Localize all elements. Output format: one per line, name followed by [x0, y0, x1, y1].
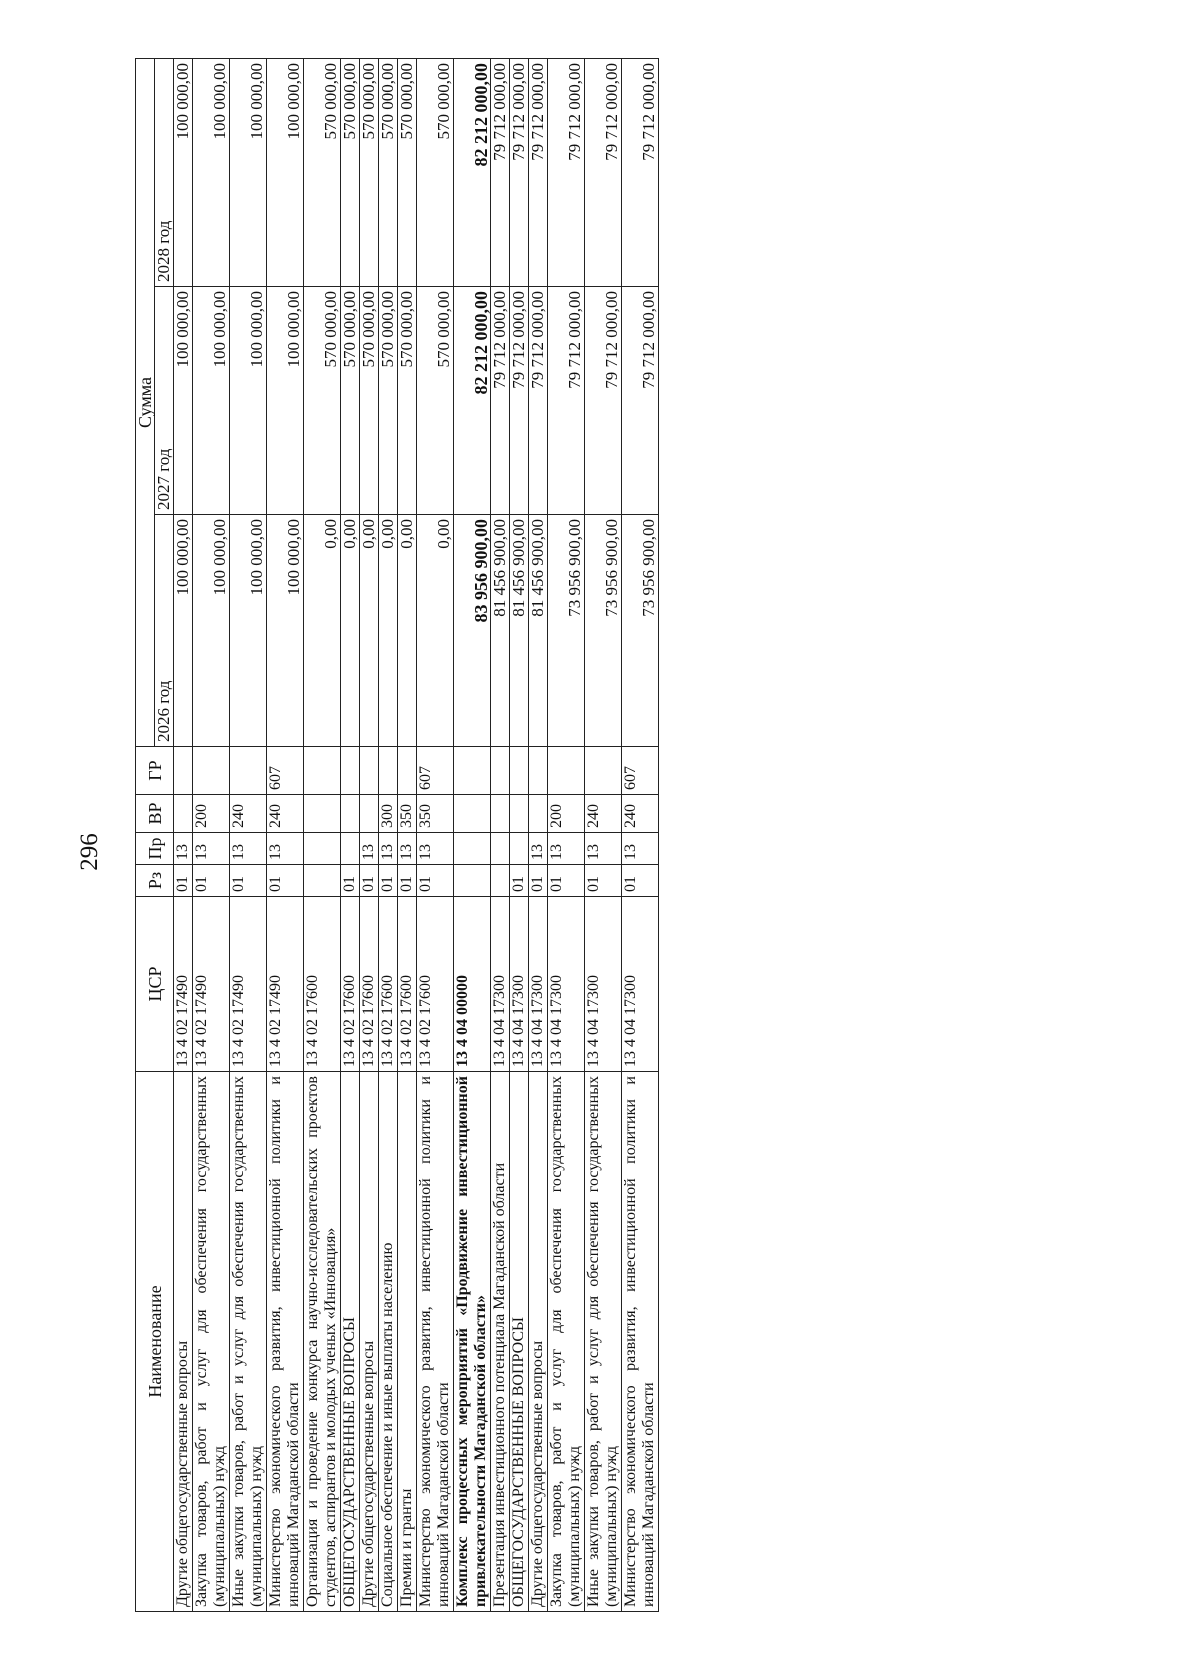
cell-csr: 13 4 02 17600 — [360, 897, 379, 1072]
cell-2026: 0,00 — [304, 515, 341, 747]
cell-2026: 0,00 — [360, 515, 379, 747]
budget-table — [135, 58, 659, 1612]
cell-pr — [510, 833, 529, 865]
cell-rz — [491, 865, 510, 897]
cell-csr: 13 4 02 17490 — [193, 897, 230, 1072]
cell-gr — [548, 747, 585, 795]
cell-vr: 350 — [398, 795, 417, 833]
cell-csr: 13 4 02 17490 — [174, 897, 193, 1072]
cell-gr: 607 — [417, 747, 454, 795]
cell-pr: 13 — [622, 833, 659, 865]
cell-2026: 100 000,00 — [193, 515, 230, 747]
cell-rz: 01 — [193, 865, 230, 897]
header-csr: ЦСР — [136, 897, 174, 1072]
cell-2026: 100 000,00 — [230, 515, 267, 747]
cell-2026: 81 456 900,00 — [510, 515, 529, 747]
cell-2028: 82 212 000,00 — [454, 58, 491, 286]
header-year-2026: 2026 год — [155, 515, 174, 747]
cell-gr — [529, 747, 548, 795]
cell-2026: 73 956 900,00 — [585, 515, 622, 747]
cell-gr — [398, 747, 417, 795]
cell-2026: 0,00 — [341, 515, 360, 747]
cell-pr: 13 — [360, 833, 379, 865]
table-row — [529, 58, 548, 1611]
cell-gr — [304, 747, 341, 795]
cell-2027: 570 000,00 — [398, 287, 417, 515]
cell-pr: 13 — [398, 833, 417, 865]
cell-csr: 13 4 02 17600 — [417, 897, 454, 1072]
table-row — [379, 58, 398, 1611]
cell-2026: 73 956 900,00 — [548, 515, 585, 747]
cell-pr: 13 — [267, 833, 304, 865]
cell-rz: 01 — [267, 865, 304, 897]
cell-csr: 13 4 04 17300 — [548, 897, 585, 1072]
header-row-top — [136, 58, 155, 1611]
cell-2028: 100 000,00 — [174, 58, 193, 286]
cell-rz — [454, 865, 491, 897]
cell-2026: 0,00 — [417, 515, 454, 747]
cell-rz: 01 — [398, 865, 417, 897]
cell-2027: 570 000,00 — [304, 287, 341, 515]
cell-name: ОБЩЕГОСУДАРСТВЕННЫЕ ВОПРОСЫ — [341, 1072, 360, 1612]
cell-vr: 200 — [548, 795, 585, 833]
cell-rz: 01 — [379, 865, 398, 897]
cell-csr: 13 4 04 17300 — [510, 897, 529, 1072]
cell-gr — [454, 747, 491, 795]
cell-gr — [360, 747, 379, 795]
table-row — [622, 58, 659, 1611]
cell-2027: 79 712 000,00 — [529, 287, 548, 515]
cell-2027: 79 712 000,00 — [622, 287, 659, 515]
header-name: Наименование — [136, 1072, 174, 1612]
cell-rz: 01 — [529, 865, 548, 897]
rotated-page — [75, 59, 1125, 1612]
cell-vr — [174, 795, 193, 833]
table-row — [548, 58, 585, 1611]
cell-vr — [304, 795, 341, 833]
cell-2027: 100 000,00 — [230, 287, 267, 515]
cell-2027: 100 000,00 — [267, 287, 304, 515]
page-number: 296 — [76, 833, 103, 871]
cell-2026: 81 456 900,00 — [491, 515, 510, 747]
cell-2028: 79 712 000,00 — [622, 58, 659, 286]
table-body — [174, 58, 659, 1611]
table-row — [360, 58, 379, 1611]
cell-name: Закупка товаров, работ и услуг для обеспечения государственных (муниципальных) нужд — [193, 1072, 230, 1612]
cell-rz — [304, 865, 341, 897]
cell-name: Премии и гранты — [398, 1072, 417, 1612]
cell-vr: 240 — [267, 795, 304, 833]
table-row — [174, 58, 193, 1611]
cell-rz: 01 — [360, 865, 379, 897]
cell-2027: 82 212 000,00 — [454, 287, 491, 515]
cell-csr: 13 4 02 17600 — [379, 897, 398, 1072]
cell-gr: 607 — [622, 747, 659, 795]
cell-vr — [454, 795, 491, 833]
cell-name: Другие общегосударственные вопросы — [360, 1072, 379, 1612]
table-row — [510, 58, 529, 1611]
cell-name: Министерство экономического развития, инвестиционной политики и инноваций Магаданской области — [417, 1072, 454, 1612]
cell-gr — [491, 747, 510, 795]
cell-csr: 13 4 04 17300 — [622, 897, 659, 1072]
cell-2026: 100 000,00 — [267, 515, 304, 747]
cell-rz: 01 — [174, 865, 193, 897]
cell-gr — [510, 747, 529, 795]
cell-2027: 570 000,00 — [341, 287, 360, 515]
cell-2028: 100 000,00 — [267, 58, 304, 286]
cell-name: Комплекс процессных мероприятий «Продвижение инвестиционной привлекательности Магаданской области» — [454, 1072, 491, 1612]
cell-name: Закупка товаров, работ и услуг для обеспечения государственных (муниципальных) нужд — [548, 1072, 585, 1612]
cell-name: Министерство экономического развития, инвестиционной политики и инноваций Магаданской области — [267, 1072, 304, 1612]
cell-gr — [379, 747, 398, 795]
header-rz: Рз — [136, 865, 174, 897]
cell-pr: 13 — [417, 833, 454, 865]
cell-name: Социальное обеспечение и иные выплаты населению — [379, 1072, 398, 1612]
cell-2027: 79 712 000,00 — [491, 287, 510, 515]
cell-pr: 13 — [193, 833, 230, 865]
cell-name: Презентация инвестиционного потенциала Магаданской области — [491, 1072, 510, 1612]
cell-name: Организация и проведение конкурса научно-исследовательских проектов студентов, аспирантов и молодых ученых «Инновация» — [304, 1072, 341, 1612]
cell-csr: 13 4 04 00000 — [454, 897, 491, 1072]
cell-csr: 13 4 02 17600 — [341, 897, 360, 1072]
cell-rz: 01 — [510, 865, 529, 897]
cell-name: Иные закупки товаров, работ и услуг для обеспечения государственных (муниципальных) нужд — [585, 1072, 622, 1612]
table-row — [304, 58, 341, 1611]
cell-pr — [491, 833, 510, 865]
cell-pr: 13 — [379, 833, 398, 865]
table-row — [267, 58, 304, 1611]
cell-2028: 100 000,00 — [193, 58, 230, 286]
cell-2026: 100 000,00 — [174, 515, 193, 747]
cell-2028: 79 712 000,00 — [529, 58, 548, 286]
table-row — [230, 58, 267, 1611]
cell-name: Министерство экономического развития, инвестиционной политики и инноваций Магаданской области — [622, 1072, 659, 1612]
cell-2028: 79 712 000,00 — [491, 58, 510, 286]
cell-2027: 570 000,00 — [417, 287, 454, 515]
header-vr: ВР — [136, 795, 174, 833]
cell-pr — [341, 833, 360, 865]
cell-csr: 13 4 04 17300 — [585, 897, 622, 1072]
cell-pr: 13 — [230, 833, 267, 865]
cell-2028: 79 712 000,00 — [510, 58, 529, 286]
cell-vr: 240 — [230, 795, 267, 833]
cell-pr: 13 — [548, 833, 585, 865]
cell-rz: 01 — [585, 865, 622, 897]
cell-pr: 13 — [529, 833, 548, 865]
cell-2026: 0,00 — [398, 515, 417, 747]
cell-pr — [454, 833, 491, 865]
table-row — [585, 58, 622, 1611]
table-row — [454, 58, 491, 1611]
cell-rz: 01 — [622, 865, 659, 897]
cell-vr: 240 — [585, 795, 622, 833]
cell-csr: 13 4 02 17600 — [304, 897, 341, 1072]
cell-rz: 01 — [548, 865, 585, 897]
cell-2028: 570 000,00 — [304, 58, 341, 286]
cell-name: Другие общегосударственные вопросы — [529, 1072, 548, 1612]
cell-pr: 13 — [174, 833, 193, 865]
table-row — [341, 58, 360, 1611]
cell-vr: 200 — [193, 795, 230, 833]
cell-2028: 79 712 000,00 — [585, 58, 622, 286]
cell-2028: 570 000,00 — [417, 58, 454, 286]
cell-gr: 607 — [267, 747, 304, 795]
header-sum: Сумма — [136, 58, 155, 746]
table-row — [193, 58, 230, 1611]
cell-2027: 79 712 000,00 — [585, 287, 622, 515]
cell-2026: 73 956 900,00 — [622, 515, 659, 747]
header-year-2028: 2028 год — [155, 58, 174, 286]
cell-2028: 79 712 000,00 — [548, 58, 585, 286]
cell-2026: 83 956 900,00 — [454, 515, 491, 747]
cell-2028: 570 000,00 — [341, 58, 360, 286]
cell-vr — [491, 795, 510, 833]
cell-2028: 100 000,00 — [230, 58, 267, 286]
cell-gr — [341, 747, 360, 795]
cell-2027: 570 000,00 — [360, 287, 379, 515]
cell-2027: 100 000,00 — [193, 287, 230, 515]
cell-csr: 13 4 04 17300 — [491, 897, 510, 1072]
cell-2028: 570 000,00 — [379, 58, 398, 286]
cell-2028: 570 000,00 — [398, 58, 417, 286]
cell-csr: 13 4 02 17490 — [267, 897, 304, 1072]
cell-vr: 350 — [417, 795, 454, 833]
cell-name: Иные закупки товаров, работ и услуг для обеспечения государственных (муниципальных) нужд — [230, 1072, 267, 1612]
cell-pr — [304, 833, 341, 865]
cell-vr: 300 — [379, 795, 398, 833]
cell-2027: 100 000,00 — [174, 287, 193, 515]
cell-rz: 01 — [341, 865, 360, 897]
cell-name: Другие общегосударственные вопросы — [174, 1072, 193, 1612]
cell-2027: 570 000,00 — [379, 287, 398, 515]
cell-vr — [360, 795, 379, 833]
cell-csr: 13 4 04 17300 — [529, 897, 548, 1072]
cell-csr: 13 4 02 17490 — [230, 897, 267, 1072]
cell-gr — [585, 747, 622, 795]
table-row — [417, 58, 454, 1611]
cell-csr: 13 4 02 17600 — [398, 897, 417, 1072]
cell-gr — [193, 747, 230, 795]
header-pr: Пр — [136, 833, 174, 865]
cell-2026: 81 456 900,00 — [529, 515, 548, 747]
cell-2028: 570 000,00 — [360, 58, 379, 286]
cell-gr — [174, 747, 193, 795]
cell-name: ОБЩЕГОСУДАРСТВЕННЫЕ ВОПРОСЫ — [510, 1072, 529, 1612]
cell-vr — [341, 795, 360, 833]
cell-2027: 79 712 000,00 — [548, 287, 585, 515]
table-row — [398, 58, 417, 1611]
cell-vr — [510, 795, 529, 833]
cell-vr: 240 — [622, 795, 659, 833]
cell-rz: 01 — [230, 865, 267, 897]
cell-2027: 79 712 000,00 — [510, 287, 529, 515]
cell-vr — [529, 795, 548, 833]
header-year-2027: 2027 год — [155, 287, 174, 515]
cell-2026: 0,00 — [379, 515, 398, 747]
table-row — [491, 58, 510, 1611]
cell-pr: 13 — [585, 833, 622, 865]
cell-gr — [230, 747, 267, 795]
cell-rz: 01 — [417, 865, 454, 897]
header-gr: ГР — [136, 747, 174, 795]
